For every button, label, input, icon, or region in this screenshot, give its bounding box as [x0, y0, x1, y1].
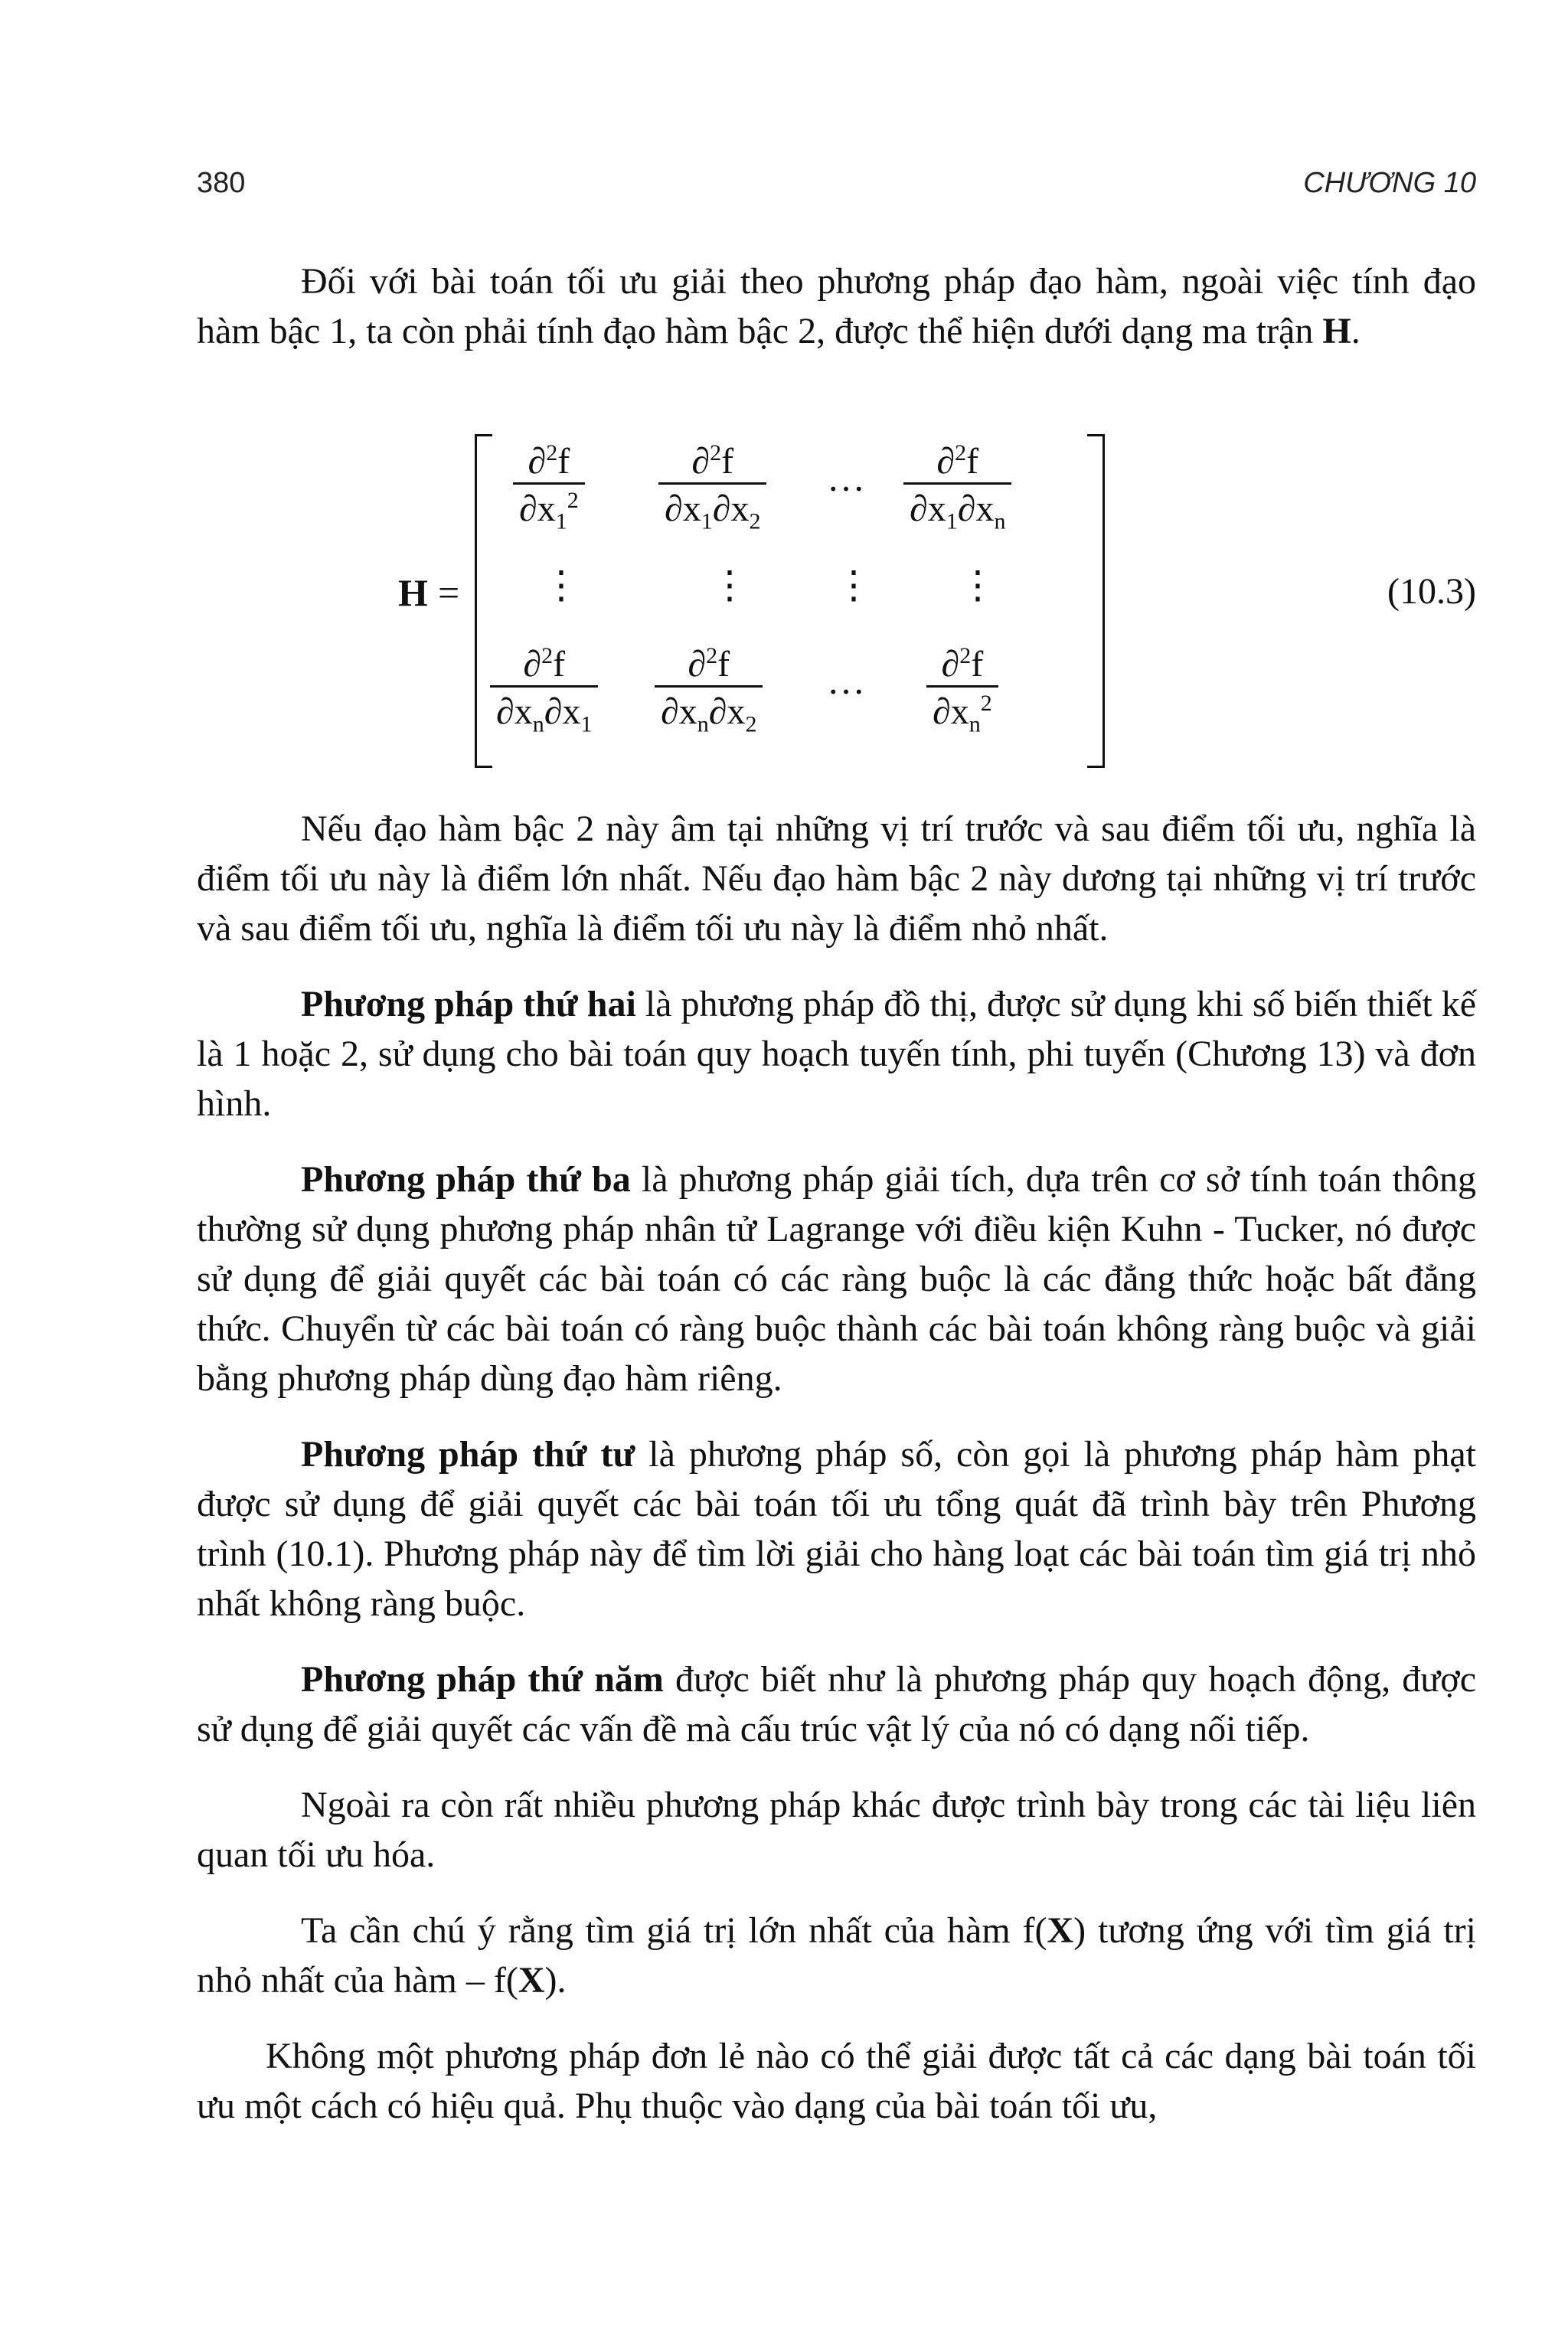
matrix-vdots-2: ⋮ — [710, 564, 749, 606]
paragraph-no-single-method: Không một phương pháp đơn lẻ nào có thể giải được tất cả các dạng bài toán tối ưu một cách có hiệu quả. Phụ thuộc vào dạng của bài toán tối ưu, — [197, 2036, 1476, 2126]
matrix-cell-nn: $\frac{\partial^2f}{\partial x_n^2}$ — [926, 643, 998, 738]
method-4-title: Phương pháp thứ tư — [301, 1434, 635, 1475]
paragraph-method-4: Phương pháp thứ tư là phương pháp số, còn gọi là phương pháp hàm phạt được sử dụng để giải quyết các bài toán tối ưu tổng quát đã trình bày trên Phương trình (10.1). Phương pháp này để tìm lời giải cho hàng loạt các bài toán tìm giá trị nhỏ nhất không ràng buộc. — [197, 1434, 1476, 1624]
method-2-title: Phương pháp thứ hai — [301, 984, 636, 1024]
matrix-cell-1n: $\frac{\partial^2f}{\partial x_1\partial x_n}$ — [903, 440, 1011, 535]
matrix-vdots-3: ⋮ — [835, 564, 873, 606]
intro-bold: H — [1322, 311, 1351, 351]
hessian-equation — [0, 425, 1568, 773]
body-text — [197, 804, 1476, 2131]
method-3-title: Phương pháp thứ ba — [301, 1159, 631, 1200]
equation-number: (10.3) — [1387, 571, 1476, 612]
matrix-cell-n1: $\frac{\partial^2f}{\partial x_n\partial x_1}$ — [490, 643, 598, 738]
intro-end: . — [1351, 311, 1361, 351]
matrix-cell-n2: $\frac{\partial^2f}{\partial x_n\partial x_2}$ — [655, 643, 763, 738]
matrix-vdots-1: ⋮ — [542, 564, 580, 606]
chapter-title: CHƯƠNG 10 — [1303, 167, 1476, 199]
equation-equals: = — [438, 571, 460, 614]
paragraph-method-2: Phương pháp thứ hai là phương pháp đồ thị, được sử dụng khi số biến thiết kế là 1 hoặc 2, sử dụng cho bài toán quy hoạch tuyến tính, phi tuyến (Chương 13) và đơn hình. — [197, 984, 1476, 1124]
paragraph-method-5: Phương pháp thứ năm được biết như là phương pháp quy hoạch động, được sử dụng để giải quyết các vấn đề mà cấu trúc vật lý của nó có dạng nối tiếp. — [197, 1659, 1476, 1749]
paragraph-method-3: Phương pháp thứ ba là phương pháp giải tích, dựa trên cơ sở tính toán thông thường sử dụng phương pháp nhân tử Lagrange với điều kiện Kuhn - Tucker, nó được sử dụng để giải quyết các bài toán có các ràng buộc là các đẳng thức hoặc bất đẳng thức. Chuyển từ các bài toán có ràng buộc thành các bài toán không ràng buộc và giải bằng phương pháp dùng đạo hàm riêng. — [197, 1159, 1477, 1399]
paragraph-second-derivative: Nếu đạo hàm bậc 2 này âm tại những vị trí trước và sau điểm tối ưu, nghĩa là điểm tối ưu này là điểm lớn nhất. Nếu đạo hàm bậc 2 này dương tại những vị trí trước và sau điểm tối ưu, nghĩa là điểm tối ưu này là điểm nhỏ nhất. — [197, 808, 1476, 949]
matrix-right-bracket — [1087, 434, 1105, 768]
matrix-cell-12: $\frac{\partial^2f}{\partial x_1\partial x_2}$ — [658, 440, 766, 535]
paragraph-max-min: Ta cần chú ý rằng tìm giá trị lớn nhất của hàm f(X) tương ứng với tìm giá trị nhỏ nhất của hàm – f(X). — [197, 1910, 1476, 2001]
matrix-hdots-n: … — [827, 659, 865, 702]
method-5-title: Phương pháp thứ năm — [301, 1659, 664, 1700]
paragraph-other-methods: Ngoài ra còn rất nhiều phương pháp khác được trình bày trong các tài liệu liên quan tối ưu hóa. — [197, 1785, 1476, 1875]
page-number: 380 — [197, 167, 246, 199]
intro-text: Đối với bài toán tối ưu giải theo phương pháp đạo hàm, ngoài việc tính đạo hàm bậc 1, ta còn phải tính đạo hàm bậc 2, được thể hiện dưới dạng ma trận — [197, 261, 1476, 351]
matrix-hdots-1: … — [827, 456, 865, 499]
intro-paragraph — [197, 256, 1476, 356]
matrix-cell-11: $\frac{\partial^2f}{\partial x_1^2}$ — [513, 440, 585, 535]
equation-lhs: H — [398, 571, 428, 614]
matrix-vdots-4: ⋮ — [959, 564, 997, 606]
